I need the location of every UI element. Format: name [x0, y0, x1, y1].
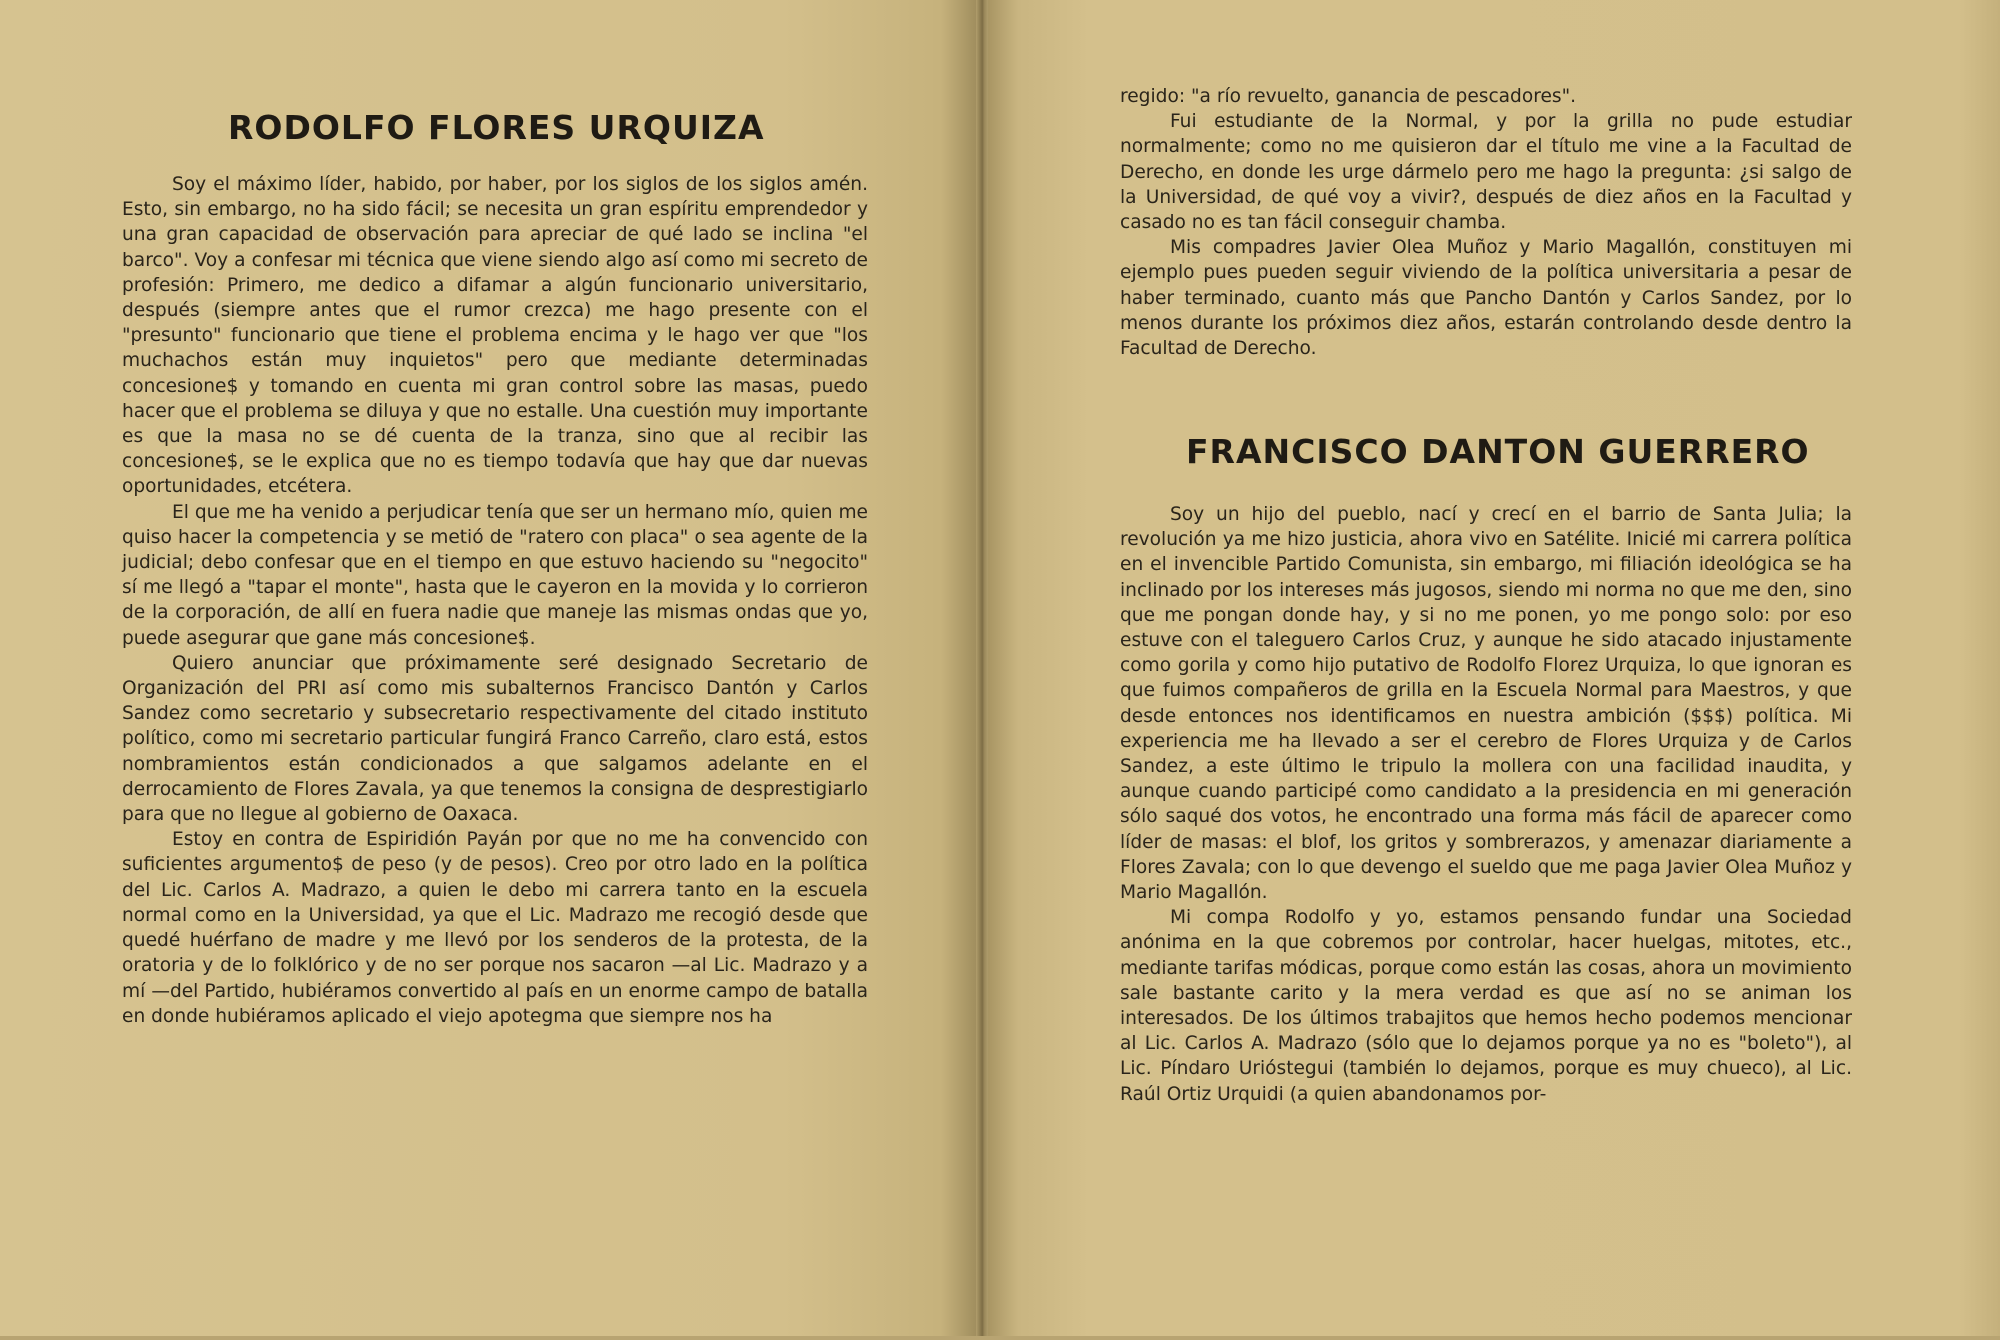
paragraph: regido: "a río revuelto, ganancia de pescadores".	[1120, 86, 1577, 107]
paragraph: Soy un hijo del pueblo, nací y crecí en el barrio de Santa Julia; la revolución ya me hizo justicia, ahora vivo en Satélite. Inicié mi carrera política en el invencible Partido Comunista, sin embargo, mi filiación ideológica se ha inclinado por los intereses más jugosos, siendo mi norma no que me den, sino que me pongan donde hay, y si no me ponen, yo me pongo solo: por eso estuve con el taleguero Carlos Cruz, y aunque he sido atacado injustamente como gorila y como hijo putativo de Rodolfo Florez Urquiza, lo que ignoran es que fuimos compañeros de grilla en la Escuela Normal para Maestros, y que desde entonces nos identificamos en nuestra ambición ($$$) política. Mi experiencia me ha llevado a ser el cerebro de Flores Urquiza y de Carlos Sandez, a este último le tripulo la mollera con una facilidad inaudita, y aunque cuando participé como candidato a la presidencia en mi generación sólo saqué dos votos, he encontrado una forma más fácil de aparecer como líder de masas: el blof, los gritos y sombrerazos, y amenazar diariamente a Flores Zavala; con lo que devengo el sueldo que me paga Javier Olea Muñoz y Mario Magallón.	[1120, 504, 1852, 904]
paragraph: El que me ha venido a perjudicar tenía que ser un hermano mío, quien me quiso hacer la competencia y se metió de "ratero con placa" o sea agente de la judicial; debo confesar que en el tiempo en que estuvo haciendo su "negocito" sí me llegó a "tapar el monte", hasta que le cayeron en la movida y lo corrieron de la corporación, de allí en fuera nadie que maneje las mismas ondas que yo, puede asegurar que gane más concesione$.	[122, 501, 868, 649]
paragraph: Mis compadres Javier Olea Muñoz y Mario Magallón, constituyen mi ejemplo pues pueden seguir viviendo de la política universitaria a pesar de haber terminado, cuanto más que Pancho Dantón y Carlos Sandez, por lo menos durante los próximos diez años, estarán controlando desde dentro la Facultad de Derecho.	[1120, 237, 1852, 360]
paragraph: Mi compa Rodolfo y yo, estamos pensando fundar una Sociedad anónima en la que cobremos por controlar, hacer huelgas, mitotes, etc., mediante tarifas módicas, porque como están las cosas, ahora un movimiento sale bastante carito y la mera verdad es que así no se animan los interesados. De los últimos trabajitos que hemos hecho podemos mencionar al Lic. Carlos A. Madrazo (sólo que lo dejamos porque ya no es "boleto"), al Lic. Píndaro Urióstegui (también lo dejamos, porque es muy chueco), al Lic. Raúl Ortiz Urquidi (a quien abandonamos por-	[1120, 907, 1852, 1105]
paragraph: Fui estudiante de la Normal, y por la grilla no pude estudiar normalmente; como no me quisieron dar el título me vine a la Facultad de Derecho, en donde les urge dármelo pero me hago la pregunta: ¿si salgo de la Universidad, de qué voy a vivir?, después de diez años en la Facultad y casado no es tan fácil conseguir chamba.	[1120, 111, 1852, 234]
left-page-title: RODOLFO FLORES URQUIZA	[228, 108, 765, 147]
right-page	[988, 0, 2000, 1336]
right-page-body	[1120, 502, 1852, 1107]
right-page-continuation	[1120, 84, 1852, 361]
paragraph: Quiero anunciar que próximamente seré designado Secretario de Organización del PRI así como mis subalternos Francisco Dantón y Carlos Sandez como secretario y subsecretario respectivamente del citado instituto político, como mi secretario particular fungirá Franco Carreño, claro está, estos nombramientos están condicionados a que salgamos adelante en el derrocamiento de Flores Zavala, ya que tenemos la consigna de desprestigiarlo para que no llegue al gobierno de Oaxaca.	[122, 652, 868, 826]
right-page-title: FRANCISCO DANTON GUERRERO	[1186, 432, 1810, 471]
page-bottom-edge	[0, 1336, 2000, 1340]
left-page-body	[122, 172, 868, 1029]
left-page	[0, 0, 980, 1336]
paragraph: Soy el máximo líder, habido, por haber, por los siglos de los siglos amén. Esto, sin embargo, no ha sido fácil; se necesita un gran espíritu emprendedor y una gran capacidad de observación para apreciar de qué lado se inclina "el barco". Voy a confesar mi técnica que viene siendo algo así como mi secreto de profesión: Primero, me dedico a difamar a algún funcionario universitario, después (siempre antes que el rumor crezca) me hago presente con el "presunto" funcionario que tiene el problema encima y le hago ver que "los muchachos están muy inquietos" pero que mediante determinadas concesione$ y tomando en cuenta mi gran control sobre las masas, puedo hacer que el problema se diluya y que no estalle. Una cuestión muy importante es que la masa no se dé cuenta de la tranza, sino que al recibir las concesione$, se le explica que no es tiempo todavía que hay que dar nuevas oportunidades, etcétera.	[122, 174, 868, 498]
paragraph: Estoy en contra de Espiridión Payán por que no me ha convencido con suficientes argumento$ de peso (y de pesos). Creo por otro lado en la política del Lic. Carlos A. Madrazo, a quien le debo mi carrera tanto en la escuela normal como en la Universidad, ya que el Lic. Madrazo me recogió desde que quedé huérfano de madre y me llevó por los senderos de la protesta, de la oratoria y de lo folklórico y de no ser porque nos sacaron —al Lic. Madrazo y a mí —del Partido, hubiéramos convertido al país en un enorme campo de batalla en donde hubiéramos aplicado el viejo apotegma que siempre nos ha	[122, 829, 868, 1027]
